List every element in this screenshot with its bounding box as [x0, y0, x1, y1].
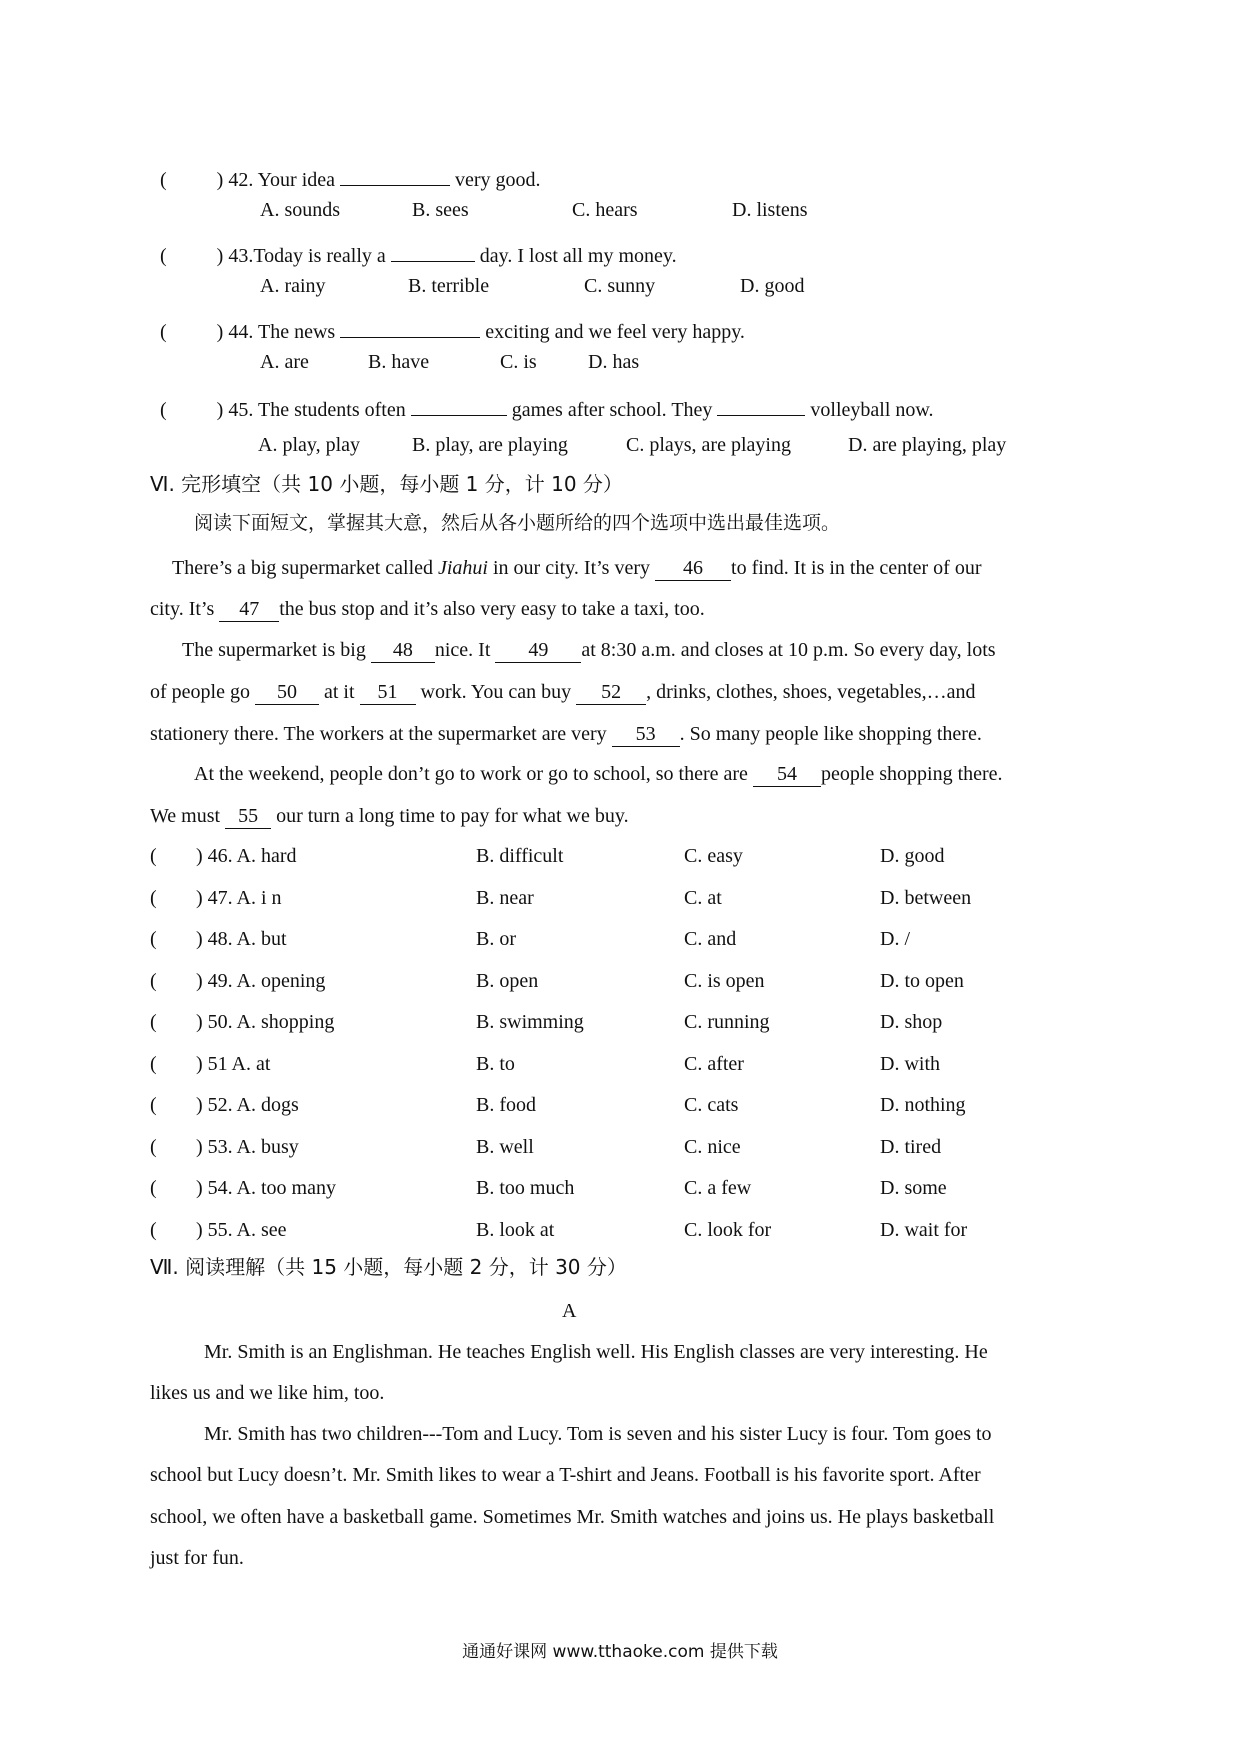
blank[interactable]	[391, 239, 475, 262]
reading-line: just for fun.	[150, 1547, 244, 1569]
cloze-question-option-a: ) 51 A. at	[196, 1053, 271, 1075]
cloze-option-b: B. to	[476, 1053, 515, 1075]
cloze-option-c: C. running	[684, 1011, 770, 1033]
reading-line: likes us and we like him, too.	[150, 1382, 385, 1404]
cloze-option-d: D. wait for	[880, 1219, 968, 1241]
cloze-option-b: B. food	[476, 1094, 536, 1116]
option-d: D. listens	[732, 199, 808, 221]
question-45: ( ) 45. The students often games after school. They volleyball now.	[160, 393, 934, 420]
cloze-option-d: D. shop	[880, 1011, 943, 1033]
option-b: B. have	[368, 351, 430, 373]
cloze-question-option-a: ) 54. A. too many	[196, 1177, 336, 1199]
blank[interactable]	[340, 315, 480, 338]
cloze-question-option-a: ) 52. A. dogs	[196, 1094, 299, 1116]
cloze-option-c: C. after	[684, 1053, 744, 1075]
blank-46[interactable]: 46	[655, 558, 731, 581]
blank-51[interactable]: 51	[360, 682, 416, 705]
blank-49[interactable]: 49	[495, 640, 581, 663]
cloze-option-b: B. or	[476, 928, 516, 950]
cloze-option-b: B. near	[476, 887, 534, 909]
answer-paren[interactable]: (	[150, 1094, 157, 1116]
footer: 通通好课网 www.tthaoke.com 提供下载	[462, 1642, 778, 1662]
cloze-option-b: B. swimming	[476, 1011, 584, 1033]
reading-line: Mr. Smith is an Englishman. He teaches English well. His English classes are very interesting. He	[204, 1341, 988, 1363]
cloze-line-2: city. It’s 47 the bus stop and it’s also very easy to take a taxi, too.	[150, 598, 705, 620]
cloze-question-option-a: ) 55. A. see	[196, 1219, 287, 1241]
option-b: B. terrible	[408, 275, 490, 297]
reading-line: school but Lucy doesn’t. Mr. Smith likes to wear a T-shirt and Jeans. Football is his favorite sport. After	[150, 1464, 981, 1486]
section-7-title: Ⅶ. 阅读理解（共 15 小题，每小题 2 分，计 30 分）	[150, 1255, 627, 1279]
cloze-option-d: D. /	[880, 928, 910, 950]
cloze-option-b: B. open	[476, 970, 539, 992]
cloze-question-option-a: ) 50. A. shopping	[196, 1011, 335, 1033]
option-d: D. has	[588, 351, 640, 373]
answer-paren[interactable]: (	[150, 1136, 157, 1158]
question-43: ( ) 43.Today is really a day. I lost all my money.	[160, 239, 677, 266]
section-6-title: Ⅵ. 完形填空（共 10 小题，每小题 1 分，计 10 分）	[150, 472, 623, 496]
option-a: A. sounds	[260, 199, 341, 221]
cloze-option-b: B. well	[476, 1136, 534, 1158]
cloze-option-d: D. tired	[880, 1136, 942, 1158]
answer-paren[interactable]: (	[150, 845, 157, 867]
cloze-option-b: B. difficult	[476, 845, 564, 867]
cloze-option-d: D. good	[880, 845, 945, 867]
answer-paren[interactable]: (	[150, 970, 157, 992]
blank[interactable]	[340, 163, 450, 186]
blank-52[interactable]: 52	[576, 682, 646, 705]
cloze-question-option-a: ) 48. A. but	[196, 928, 287, 950]
option-c: C. hears	[572, 199, 638, 221]
cloze-option-d: D. between	[880, 887, 972, 909]
cloze-option-d: D. to open	[880, 970, 964, 992]
cloze-option-c: C. nice	[684, 1136, 741, 1158]
cloze-question-option-a: ) 49. A. opening	[196, 970, 326, 992]
cloze-question-option-a: ) 47. A. i n	[196, 887, 282, 909]
blank-55[interactable]: 55	[225, 806, 271, 829]
answer-paren[interactable]: (	[150, 1053, 157, 1075]
option-c: C. plays, are playing	[626, 434, 791, 456]
blank-48[interactable]: 48	[371, 640, 435, 663]
option-b: B. sees	[412, 199, 469, 221]
cloze-line-3: The supermarket is big 48 nice. It 49 at 8:30 a.m. and closes at 10 p.m. So every day, lots	[182, 639, 996, 661]
reading-line: school, we often have a basketball game. Sometimes Mr. Smith watches and joins us. He plays basketball	[150, 1506, 995, 1528]
cloze-option-c: C. and	[684, 928, 737, 950]
section-6-instruction: 阅读下面短文，掌握其大意，然后从各小题所给的四个选项中选出最佳选项。	[194, 512, 841, 534]
option-a: A. are	[260, 351, 309, 373]
blank-53[interactable]: 53	[612, 724, 680, 747]
cloze-line-6: At the weekend, people don’t go to work or go to school, so there are 54 people shopping there.	[194, 763, 1003, 785]
answer-paren[interactable]: (	[150, 887, 157, 909]
cloze-option-c: C. is open	[684, 970, 765, 992]
cloze-line-4: of people go 50 at it 51 work. You can buy 52 , drinks, clothes, shoes, vegetables,…and	[150, 681, 976, 703]
cloze-option-c: C. look for	[684, 1219, 772, 1241]
cloze-question-option-a: ) 46. A. hard	[196, 845, 297, 867]
answer-paren: (	[160, 169, 167, 191]
answer-paren[interactable]: (	[150, 1219, 157, 1241]
cloze-option-d: D. nothing	[880, 1094, 966, 1116]
option-d: D. good	[740, 275, 805, 297]
cloze-line-7: We must 55 our turn a long time to pay for what we buy.	[150, 805, 629, 827]
option-d: D. are playing, play	[848, 434, 1007, 456]
option-a: A. play, play	[258, 434, 361, 456]
reading-line: Mr. Smith has two children---Tom and Lucy. Tom is seven and his sister Lucy is four. Tom goes to	[204, 1423, 992, 1445]
blank[interactable]	[411, 393, 507, 416]
cloze-line-5: stationery there. The workers at the supermarket are very 53 . So many people like shopping there.	[150, 723, 982, 745]
option-c: C. is	[500, 351, 537, 373]
blank-50[interactable]: 50	[255, 682, 319, 705]
cloze-line-1: There’s a big supermarket called Jiahui in our city. It’s very 46 to find. It is in the center of our	[172, 557, 982, 579]
question-42: ( ) 42. Your idea very good.	[160, 163, 541, 190]
blank-54[interactable]: 54	[753, 764, 821, 787]
option-b: B. play, are playing	[412, 434, 568, 456]
cloze-option-c: C. easy	[684, 845, 743, 867]
cloze-option-d: D. with	[880, 1053, 940, 1075]
cloze-option-b: B. too much	[476, 1177, 575, 1199]
option-a: A. rainy	[260, 275, 326, 297]
answer-paren[interactable]: (	[150, 1011, 157, 1033]
answer-paren[interactable]: (	[150, 1177, 157, 1199]
question-44: ( ) 44. The news exciting and we feel very happy.	[160, 315, 745, 342]
passage-label: A	[562, 1300, 577, 1322]
blank-47[interactable]: 47	[219, 599, 279, 622]
blank[interactable]	[717, 393, 805, 416]
cloze-option-d: D. some	[880, 1177, 947, 1199]
cloze-option-c: C. a few	[684, 1177, 752, 1199]
cloze-option-c: C. at	[684, 887, 722, 909]
cloze-question-option-a: ) 53. A. busy	[196, 1136, 299, 1158]
cloze-option-b: B. look at	[476, 1219, 555, 1241]
cloze-option-c: C. cats	[684, 1094, 739, 1116]
answer-paren[interactable]: (	[150, 928, 157, 950]
option-c: C. sunny	[584, 275, 656, 297]
